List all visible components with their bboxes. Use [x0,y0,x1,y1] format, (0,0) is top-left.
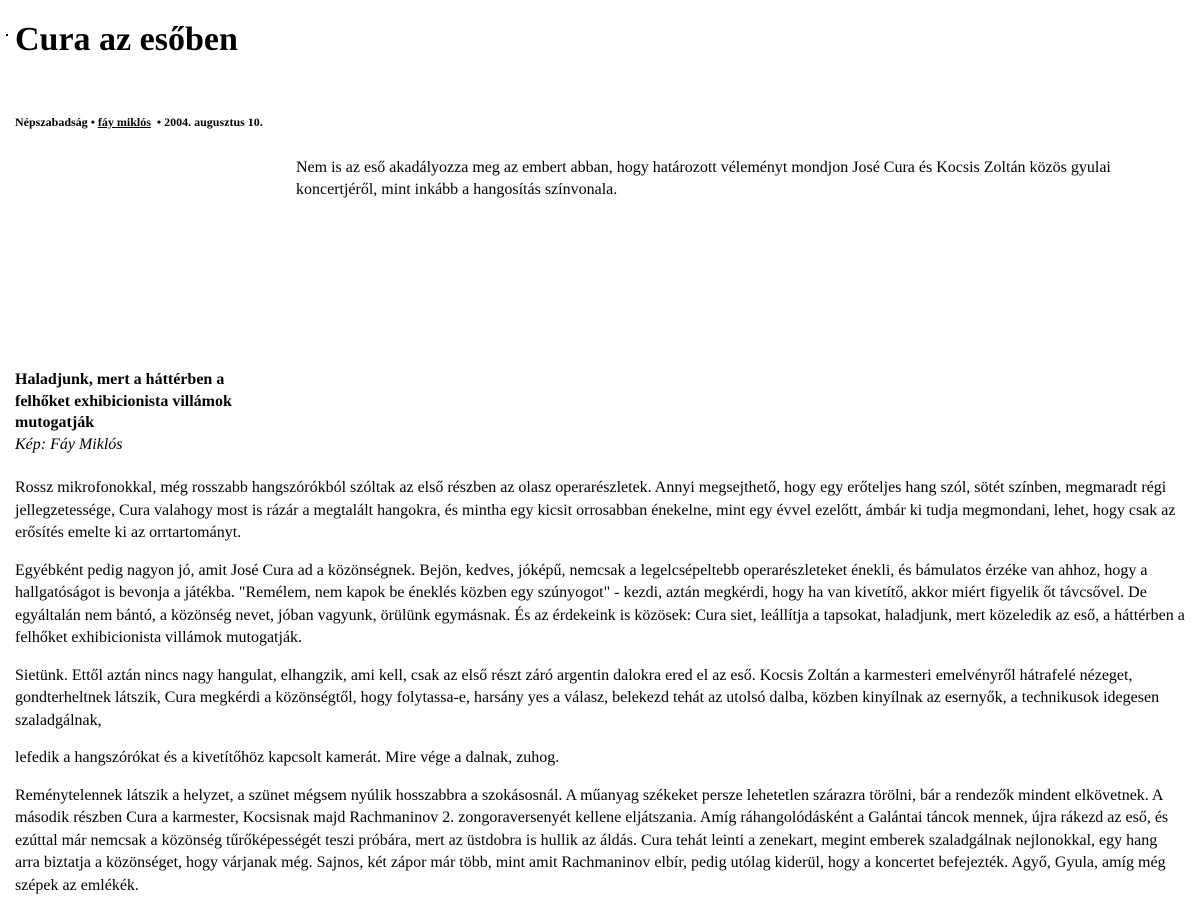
body-paragraph: lefedik a hangszórókat és a kivetítőhöz kapcsolt kamerát. Mire vége a dalnak, zuhog. [15,749,560,766]
caption-title: Haladjunk, mert a háttérben a felhőket exhibicionista villámok mutogatják [15,371,232,431]
body-paragraph: Reménytelennek látszik a helyzet, a szünet mégsem nyúlik hosszabbra a szokásosnál. A műanyag székeket persze lehetetlen szárazra törölni, bár a rendezők mindent elkövetnek. A második részben Cura a karmester, Kocsisnak majd Rachmaninov 2. zongoraversenyét kellene eljátszania. Amíg ráhangolódásként a Galántai táncok mennek, újra rákezd az eső, és ezúttal már nemcsak a közönség tűrőképességét teszi próbára, mert az üstdobra is hullik az áldás. Cura tehát leinti a zenekart, megint emberek szaladgálnak nejlonokkal, egy hang arra biztatja a közönséget, hogy várjanak még. Sajnos, két zápor már több, mint amit Rachmaninov elbír, pedig utólag kiderül, hogy a koncertet befejezték. Agyő, Gyula, amíg még szépek az emlékék. [15,786,1169,894]
author-link[interactable]: fáy miklós [97,115,151,129]
byline-date: 2004. augusztus 10. [164,115,263,129]
body-paragraph: Egyébként pedig nagyon jó, amit José Cura ad a közönségnek. Bejön, kedves, jóképű, nemcsak a legelcsépeltebb operarészleteket énekli, és bámulatos érzéke van ahhoz, hogy a hallgatóságot is bevonja a játékba. "Remélem, nem kapok be éneklés közben egy szúnyogot" - kezdi, aztán megkérdi, hogy ha van kivetítő, akkor miért figyelik őt távcsővel. De egyáltalán nem bántó, a közönség nevet, jóban vagyunk, örülünk egymásnak. És az érdekeink is közösek: Cura siet, leállítja a tapsokat, haladjunk, mert közeledik az eső, a háttérben a felhőket exhibicionista villámok mutogatják. [15,561,1185,646]
byline-separator-2: • [156,115,162,129]
article-lead: Nem is az eső akadályozza meg az embert abban, hogy határozott véleményt mondjon José Cura és Kocsis Zoltán közös gyulai koncertjéről, mint inkább a hangosítás színvonala. [296,159,1111,198]
body-paragraph: Sietünk. Ettől aztán nincs nagy hangulat, elhangzik, ami kell, csak az első részt záró argentin dalokra ered el az eső. Kocsis Zoltán a karmesteri emelvényről hátrafelé nézeget, gondterheltnek látszik, Cura megkérdi a közönségtől, hogy folytassa-e, harsány yes a válasz, belekezd tehát az utolsó dalba, közben kinyílnak az esernyők, a technikusok idegesen szaladgálnak, [15,666,1160,729]
stray-dot [6,34,8,36]
article-photo [15,150,275,360]
caption-credit: Kép: Fáy Miklós [15,435,123,453]
page-title: Cura az esőben [15,21,238,58]
byline [15,114,263,130]
body-paragraph: Rossz mikrofonokkal, még rosszabb hangszórókból szóltak az első részben az olasz operarészletek. Annyi megsejthető, hogy egy erőteljes hang szól, sötét színben, megmaradt régi jellegzetessége, Cura valahogy most is rázár a megtalált hangokra, és mintha egy kicsit orrosabban énekelne, mint egy évvel ezelőtt, ámbár ki tudja megmondani, lehet, hogy csak az erősítés emelte ki az orrtartományt. [15,479,1176,541]
article-body [15,477,1185,912]
byline-separator: • [90,115,95,129]
byline-source: Népszabadság [15,115,88,129]
photo-caption [15,369,277,455]
